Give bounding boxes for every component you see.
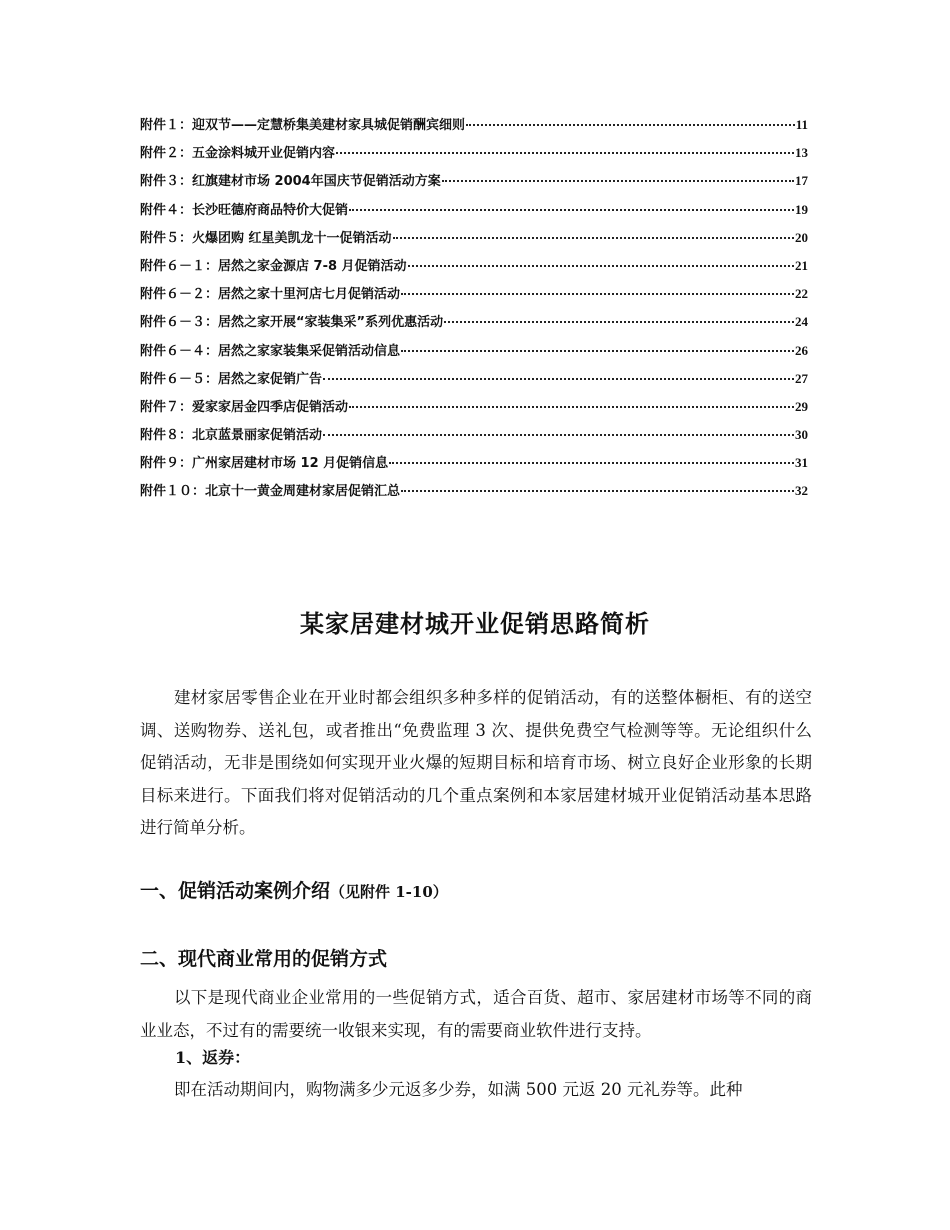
toc-entry[interactable] <box>140 142 808 170</box>
toc-entry[interactable] <box>140 340 808 368</box>
toc-leader-dots <box>442 180 794 182</box>
toc-entry[interactable] <box>140 170 808 198</box>
toc-leader-dots <box>323 378 794 380</box>
toc-entry[interactable] <box>140 424 808 452</box>
section-1-heading <box>140 876 448 903</box>
toc-entry[interactable] <box>140 199 808 227</box>
toc-leader-dots <box>323 434 794 436</box>
toc-page-number: 31 <box>795 455 808 471</box>
section-2-paragraph: 以下是现代商业企业常用的一些促销方式，适合百货、超市、家居建材市场等不同的商业业态，不过有的需要统一收银来实现，有的需要商业软件进行支持。 <box>140 988 812 1040</box>
toc-page-number: 11 <box>795 117 808 132</box>
toc-entry-label: 附件６－４：居然之家家装集采促销活动信息 <box>140 343 401 359</box>
toc-leader-dots <box>444 321 794 323</box>
toc-page-number: 30 <box>795 427 808 443</box>
toc-page-number: 27 <box>795 370 808 386</box>
toc-entry[interactable] <box>140 452 808 480</box>
toc-entry[interactable] <box>140 283 808 311</box>
section-2-heading: 二、现代商业常用的促销方式 <box>140 948 388 970</box>
document-title: 某家居建材城开业促销思路简析 <box>300 610 650 638</box>
toc-entry[interactable] <box>140 311 808 339</box>
toc-page-number: 20 <box>795 229 808 245</box>
toc-entry-label: 附件１：迎双节——定慧桥集美建材家具城促销酬宾细则 <box>140 118 466 133</box>
intro-paragraph: 建材家居零售企业在开业时都会组织多种多样的促销活动，有的送整体橱柜、有的送空调、送购物券、送礼包，或者推出“免费监理 3 次、提供免费空气检测等等。无论组织什么促销活动，无非是围绕如何实现开业火爆的短期目标和培育市场、树立良好企业形象的长期目标来进行。下面我们将对促销活动的几个重点案例和本家居建材城开业促销活动基本思路进行简单分析。 <box>140 688 812 837</box>
toc-entry[interactable] <box>140 114 808 142</box>
toc-entry[interactable] <box>140 396 808 424</box>
toc-entry[interactable] <box>140 368 808 396</box>
toc-entry-label: 附件９：广州家居建材市场 12 月促销信息 <box>140 456 389 472</box>
toc-entry-label: 附件２：五金涂料城开业促销内容 <box>140 146 336 162</box>
toc-entry[interactable] <box>140 255 808 283</box>
toc-leader-dots <box>401 293 794 295</box>
toc-entry-label: 附件３：红旗建材市场 2004年国庆节促销活动方案 <box>140 174 441 190</box>
subsection-1-heading: 1、返券： <box>175 1048 251 1067</box>
toc-entry[interactable] <box>140 227 808 255</box>
toc-entry-label: 附件６－５：居然之家促销广告 <box>140 371 323 387</box>
toc-page-number: 22 <box>795 286 808 302</box>
section-1-note: （见附件 1-10） <box>330 883 448 901</box>
toc-leader-dots <box>349 209 794 211</box>
toc-leader-dots <box>389 462 794 464</box>
toc-entry-label: 附件５：火爆团购 红星美凯龙十一促销活动 <box>140 230 392 246</box>
toc-leader-dots <box>336 152 794 154</box>
toc-entry-label: 附件４：长沙旺德府商品特价大促销 <box>140 202 349 218</box>
toc-page-number: 29 <box>795 398 808 414</box>
toc-page-number: 13 <box>795 145 808 161</box>
toc-entry[interactable] <box>140 480 808 508</box>
toc-page-number: 19 <box>795 201 808 217</box>
toc-leader-dots <box>349 406 794 408</box>
toc-leader-dots <box>466 124 795 126</box>
toc-page-number: 17 <box>795 173 808 189</box>
toc-page-number: 26 <box>795 342 808 358</box>
toc-entry-label: 附件６－２：居然之家十里河店七月促销活动 <box>140 287 401 303</box>
toc-leader-dots <box>401 350 794 352</box>
toc-page-number: 21 <box>795 257 808 273</box>
toc-entry-label: 附件８：北京蓝景丽家促销活动 <box>140 428 323 444</box>
toc-leader-dots <box>401 490 794 492</box>
toc-entry-label: 附件６－３：居然之家开展“家装集采”系列优惠活动 <box>140 315 444 331</box>
toc-page-number: 24 <box>795 314 808 330</box>
toc-page-number: 32 <box>795 483 808 499</box>
table-of-contents <box>140 114 808 509</box>
section-1-heading-text: 一、促销活动案例介绍 <box>140 880 331 902</box>
subsection-1-paragraph: 即在活动期间内，购物满多少元返多少券，如满 500 元返 20 元礼券等。此种 <box>174 1080 743 1099</box>
toc-leader-dots <box>408 265 794 267</box>
toc-leader-dots <box>393 237 794 239</box>
toc-entry-label: 附件６－１：居然之家金源店 7-8 月促销活动 <box>140 258 407 274</box>
toc-entry-label: 附件７：爱家家居金四季店促销活动 <box>140 399 349 415</box>
toc-entry-label: 附件１０：北京十一黄金周建材家居促销汇总 <box>140 484 401 500</box>
